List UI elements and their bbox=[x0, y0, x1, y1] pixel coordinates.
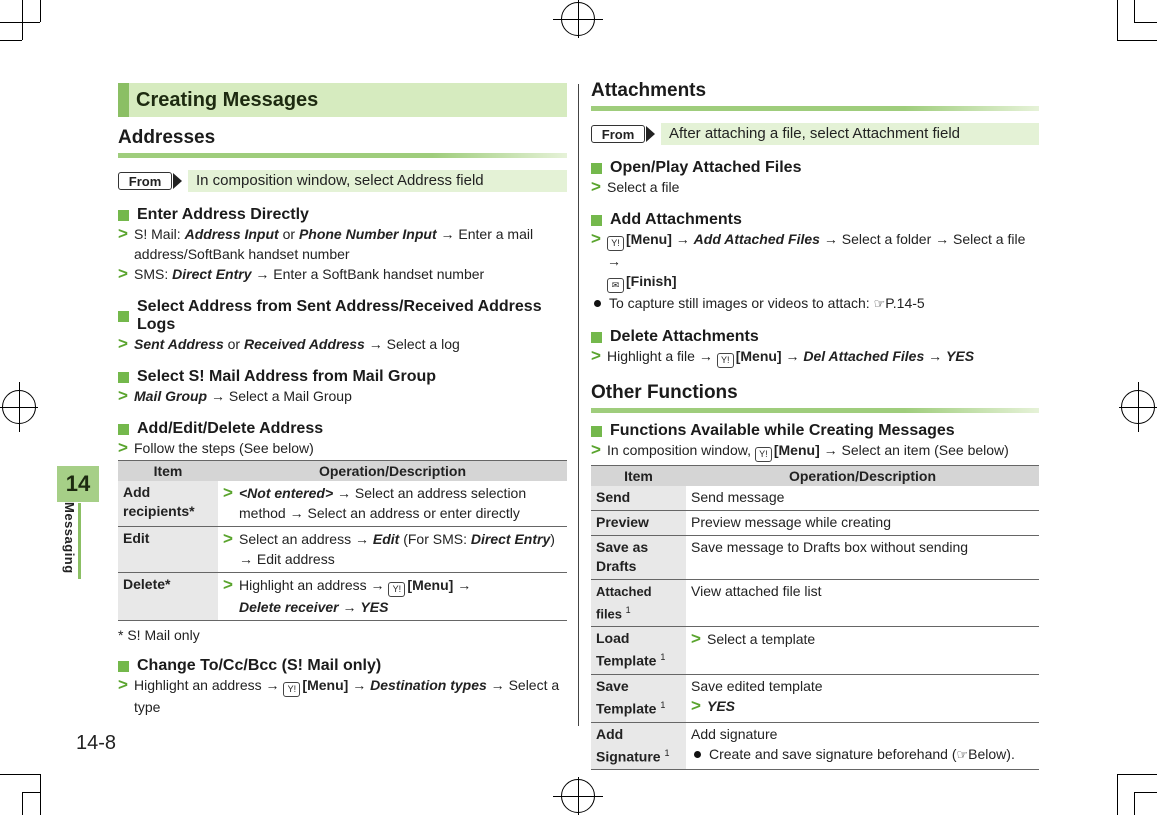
crop-mark bbox=[0, 40, 22, 41]
chapter-label: Messaging bbox=[62, 502, 77, 574]
step-arrow-icon: > bbox=[118, 438, 128, 457]
step: > Y! [Menu] → Add Attached Files → Select a folder → Select a file → ✉ [Finish] bbox=[591, 229, 1039, 293]
step-arrow-icon: > bbox=[591, 346, 601, 365]
crop-mark bbox=[1134, 22, 1157, 23]
functions-table bbox=[591, 465, 1039, 770]
registration-line bbox=[553, 796, 603, 797]
column-divider bbox=[578, 84, 579, 726]
table-row: Edit > Select an address → Edit (For SMS: Direct Entry) → Edit address bbox=[118, 527, 567, 573]
step-arrow-icon: > bbox=[118, 675, 128, 694]
subheading-select-logs: Select Address from Sent Address/Received Address Logs bbox=[118, 298, 567, 334]
reference-hand-icon: ☞ bbox=[956, 746, 969, 762]
table-row: Load Template $^1$ > Select a template bbox=[591, 627, 1039, 675]
registration-line bbox=[553, 19, 603, 20]
step: > In composition window, Y! [Menu] → Select an item (See below) bbox=[591, 440, 1039, 462]
step: > S! Mail: Address Input or Phone Number Input → Enter a mail address/SoftBank handset number bbox=[118, 224, 534, 262]
chapter-tab-line bbox=[78, 503, 81, 579]
section-heading-attachments: Attachments bbox=[591, 80, 707, 101]
mail-key-icon: ✉ bbox=[607, 278, 624, 293]
crop-mark bbox=[1117, 774, 1118, 815]
crop-mark bbox=[22, 792, 40, 793]
step-arrow-icon: > bbox=[591, 229, 601, 248]
step-arrow-icon: > bbox=[118, 264, 128, 283]
crop-mark bbox=[0, 774, 40, 775]
menu-key-icon: Y! bbox=[607, 236, 624, 251]
from-arrow-icon bbox=[173, 173, 182, 189]
crop-mark bbox=[1134, 0, 1135, 22]
square-icon bbox=[591, 332, 602, 343]
page-title: Creating Messages bbox=[118, 83, 567, 117]
bullet-icon bbox=[594, 300, 601, 307]
square-icon bbox=[118, 372, 129, 383]
crop-mark bbox=[40, 774, 41, 815]
step: > Highlight a file → Y! [Menu] → Del Attached Files → YES bbox=[591, 346, 1039, 368]
step-arrow-icon: > bbox=[118, 386, 128, 405]
footnote: * S! Mail only bbox=[118, 627, 200, 643]
from-bar bbox=[118, 170, 567, 192]
step: > Mail Group → Select a Mail Group bbox=[118, 386, 352, 405]
step: > Highlight an address → Y! [Menu] → Destination types → Select a type bbox=[118, 675, 560, 715]
subheading-add-edit: Add/Edit/Delete Address bbox=[118, 420, 567, 438]
step-arrow-icon: > bbox=[118, 334, 128, 353]
registration-line bbox=[19, 382, 20, 432]
page-number: 14-8 bbox=[76, 732, 117, 754]
table-row: Attached files $^1$ View attached file list bbox=[591, 580, 1039, 627]
from-text: In composition window, select Address field bbox=[188, 170, 567, 192]
crop-mark bbox=[22, 0, 23, 40]
subheading-add-attachments: Add Attachments bbox=[591, 211, 1039, 229]
square-icon bbox=[591, 215, 602, 226]
table-row: Save Template $^1$ Save edited template > YES bbox=[591, 674, 1039, 722]
bullet-note: To capture still images or videos to attach: ☞P.14-5 bbox=[591, 293, 1039, 314]
table-row: Send Send message bbox=[591, 486, 1039, 511]
from-label: From bbox=[591, 125, 645, 143]
square-icon bbox=[118, 210, 129, 221]
section-underline bbox=[118, 153, 567, 158]
table-header: Item bbox=[591, 466, 686, 487]
address-table bbox=[118, 460, 567, 621]
subheading-functions: Functions Available while Creating Messages bbox=[591, 422, 1039, 440]
section-underline bbox=[591, 106, 1039, 111]
menu-key-icon: Y! bbox=[717, 353, 734, 368]
crop-mark bbox=[1117, 774, 1157, 775]
square-icon bbox=[118, 311, 129, 322]
square-icon bbox=[591, 426, 602, 437]
crop-mark bbox=[0, 22, 40, 23]
subheading-open-play: Open/Play Attached Files bbox=[591, 159, 1039, 177]
table-header: Operation/Description bbox=[686, 466, 1039, 487]
section-underline bbox=[591, 408, 1039, 413]
from-bar bbox=[591, 123, 1039, 145]
table-header: Operation/Description bbox=[218, 461, 567, 482]
subheading-change-to: Change To/Cc/Bcc (S! Mail only) bbox=[118, 657, 567, 675]
step: > Sent Address or Received Address → Select a log bbox=[118, 334, 460, 353]
section-heading-addresses: Addresses bbox=[118, 127, 216, 148]
reference-hand-icon: ☞ bbox=[873, 296, 886, 311]
subheading-mail-group: Select S! Mail Address from Mail Group bbox=[118, 368, 567, 386]
square-icon bbox=[118, 424, 129, 435]
crop-mark bbox=[40, 0, 41, 22]
table-row: Save as Drafts Save message to Drafts box without sending bbox=[591, 536, 1039, 580]
menu-key-icon: Y! bbox=[388, 582, 405, 597]
from-text: After attaching a file, select Attachment field bbox=[661, 123, 1039, 145]
chapter-number-tab: 14 bbox=[57, 466, 99, 502]
registration-line bbox=[1138, 382, 1139, 432]
step: > SMS: Direct Entry → Enter a SoftBank handset number bbox=[118, 264, 485, 283]
menu-key-icon: Y! bbox=[755, 447, 772, 462]
subheading-delete-attachments: Delete Attachments bbox=[591, 328, 1039, 346]
step-arrow-icon: > bbox=[118, 224, 128, 243]
from-arrow-icon bbox=[646, 126, 655, 142]
crop-mark bbox=[1117, 0, 1118, 40]
step-arrow-icon: > bbox=[591, 440, 601, 459]
step: > Select a file bbox=[591, 177, 680, 196]
table-row: Preview Preview message while creating bbox=[591, 511, 1039, 536]
crop-mark bbox=[22, 792, 23, 815]
square-icon bbox=[591, 163, 602, 174]
crop-mark bbox=[1134, 792, 1157, 793]
table-header: Item bbox=[118, 461, 218, 482]
menu-key-icon: Y! bbox=[283, 682, 300, 697]
step: > Follow the steps (See below) bbox=[118, 438, 314, 457]
table-row: Delete* > Highlight an address → Y! [Menu] → Delete receiver → YES bbox=[118, 573, 567, 621]
left-column bbox=[118, 83, 567, 717]
from-label: From bbox=[118, 172, 172, 190]
square-icon bbox=[118, 661, 129, 672]
crop-mark bbox=[1134, 792, 1135, 815]
subheading-enter-direct: Enter Address Directly bbox=[118, 206, 567, 224]
right-column bbox=[591, 78, 1039, 770]
table-row: Add Signature $^1$ Add signature Create and save signature beforehand (☞Below). bbox=[591, 722, 1039, 770]
step-arrow-icon: > bbox=[591, 177, 601, 196]
section-heading-other-functions: Other Functions bbox=[591, 382, 738, 403]
crop-mark bbox=[1117, 40, 1157, 41]
table-row: Add recipients* > <Not entered> → Select an address selection method → Select an address or enter directly bbox=[118, 481, 567, 527]
